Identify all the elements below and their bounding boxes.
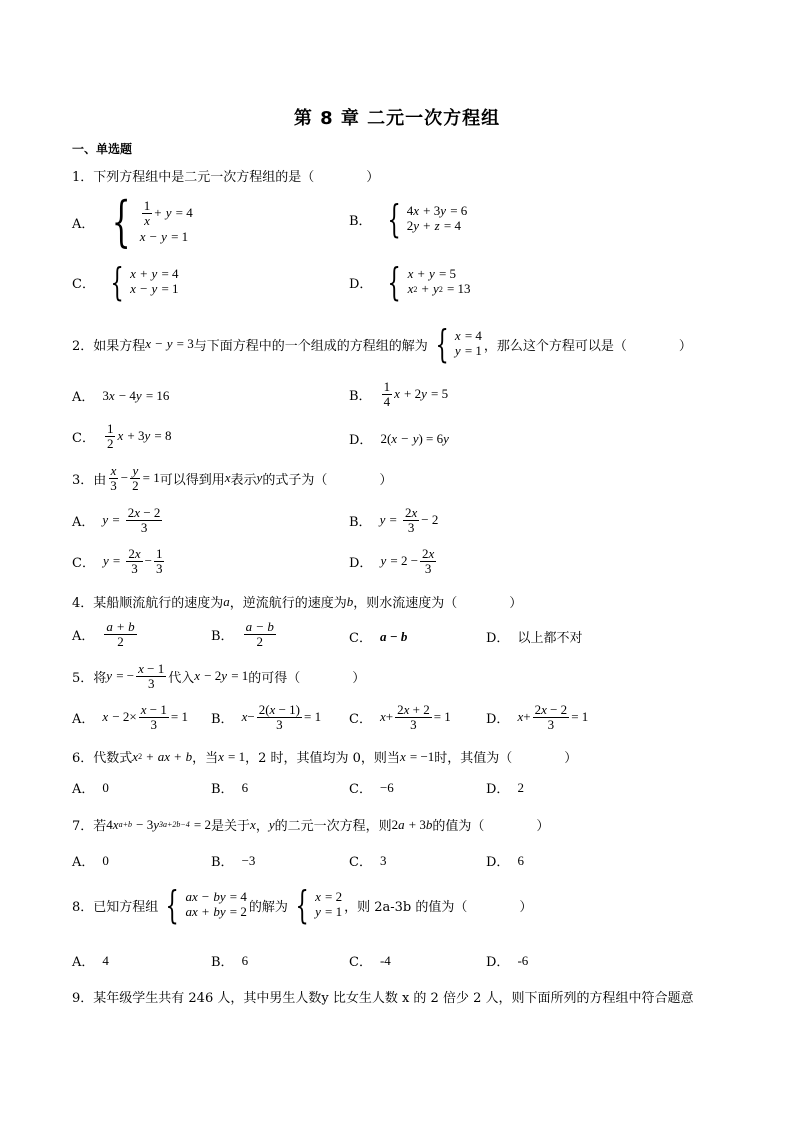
q8-option-c[interactable]: C． -4: [349, 952, 391, 970]
q6-option-a[interactable]: A． 0: [72, 779, 109, 797]
q1-option-a[interactable]: A． { $\frac{1}{x}$ + y = 4 x − y = 1: [72, 190, 193, 253]
q4-option-a[interactable]: A． $\frac{a + b}{2}$: [72, 619, 135, 649]
question-9-stem: 9．某年级学生共有 246 人，其中男生人数y 比女生人数 x 的 2 倍少 2 人，则下面所列的方程组中符合题意: [72, 991, 694, 1006]
q4-option-b[interactable]: B． $\frac{a - b}{2}$: [211, 619, 274, 649]
q5-option-c[interactable]: C． x + $\frac{2x + 2}{3}$ = 1: [349, 702, 451, 732]
q5-option-b[interactable]: B． x − $\frac{2(x - 1)}{3}$ = 1: [211, 702, 322, 732]
q2-option-d[interactable]: D． 2( x − y ) = 6 y: [349, 430, 449, 448]
question-4-stem: 4．某船顺流航行的速度为 a ，逆流航行的速度为 b ，则水流速度为（ ）: [72, 593, 523, 611]
q6-option-d[interactable]: D． 2: [486, 779, 524, 797]
page-title: 第 8 章 二元一次方程组: [293, 108, 501, 129]
q5-option-a[interactable]: A． x − 2× $\frac{x - 1}{3}$ = 1: [72, 702, 188, 732]
q5-option-d[interactable]: D． x + $\frac{2x - 2}{3}$ = 1: [486, 702, 589, 732]
q7-option-d[interactable]: D． 6: [486, 852, 524, 870]
question-8-stem: 8．已知方程组 { ax − by = 4 ax + by = 2 的解为 { x = 2 y = 1 ，则 2a-3b 的值为（ ）: [72, 883, 533, 927]
q2-option-a[interactable]: A． 3 x − 4 y = 16: [72, 387, 170, 405]
q8-option-b[interactable]: B． 6: [211, 952, 249, 970]
q3-option-a[interactable]: A． y = $\frac{2x - 2}{3}$: [72, 505, 161, 535]
q1-option-d[interactable]: D． { x + y = 5 x 2 + y 2 = 13: [349, 260, 471, 304]
q7-option-b[interactable]: B． −3: [211, 852, 256, 870]
question-6-stem: 6．代数式 x 2 + ax + b ，当 x = 1 ，2 时，其值均为 0，则当 x = −1 时，其值为（ ）: [72, 748, 578, 766]
question-5-stem: 5．将 y = − $\frac{x - 1}{3}$ 代入 x − 2 y = 1 的可得（ ）: [72, 661, 366, 691]
question-2-stem: 2．如果方程 x − y = 3 与下面方程中的一个组成的方程组的解为 { x = 4 y = 1 ，那么这个方程可以是（ ）: [72, 322, 692, 366]
q8-option-a[interactable]: A． 4: [72, 952, 109, 970]
q1-option-c[interactable]: C． { x + y = 4 x − y = 1: [72, 260, 179, 304]
question-3-stem: 3．由 $\frac{x}{3}$ − $\frac{y}{2}$ = 1 可以得到用 x 表示 y 的式子为（ ）: [72, 463, 393, 493]
q4-option-c[interactable]: C． a − b: [349, 628, 408, 646]
q3-option-c[interactable]: C． y = $\frac{2x}{3}$ − $\frac{1}{3}$: [72, 546, 163, 576]
q7-option-a[interactable]: A． 0: [72, 852, 109, 870]
section-heading: 一、单选题: [72, 142, 133, 156]
question-1-stem: 1．下列方程组中是二元一次方程组的是（ ）: [72, 170, 380, 185]
question-7-stem: 7．若 4 x a+b − 3 y 3a+2b−4 = 2 是关于 x ， y 的二元一次方程，则 2 a + 3 b 的值为（ ）: [72, 816, 550, 834]
q6-option-b[interactable]: B． 6: [211, 779, 249, 797]
q7-option-c[interactable]: C． 3: [349, 852, 387, 870]
q1-option-b[interactable]: B． { 4 x + 3 y = 6 2 y + z = 4: [349, 197, 468, 241]
q2-option-b[interactable]: B． $\frac{1}{4}$ x + 2 y = 5: [349, 379, 449, 409]
q2-option-c[interactable]: C． $\frac{1}{2}$ x + 3 y = 8: [72, 421, 172, 451]
q3-option-b[interactable]: B． y = $\frac{2x}{3}$ − 2: [349, 505, 439, 535]
q4-option-d[interactable]: D． 以上都不对: [486, 631, 583, 646]
q8-option-d[interactable]: D． -6: [486, 952, 529, 970]
q3-option-d[interactable]: D． y = 2 − $\frac{2x}{3}$: [349, 546, 435, 576]
q6-option-c[interactable]: C． −6: [349, 779, 394, 797]
